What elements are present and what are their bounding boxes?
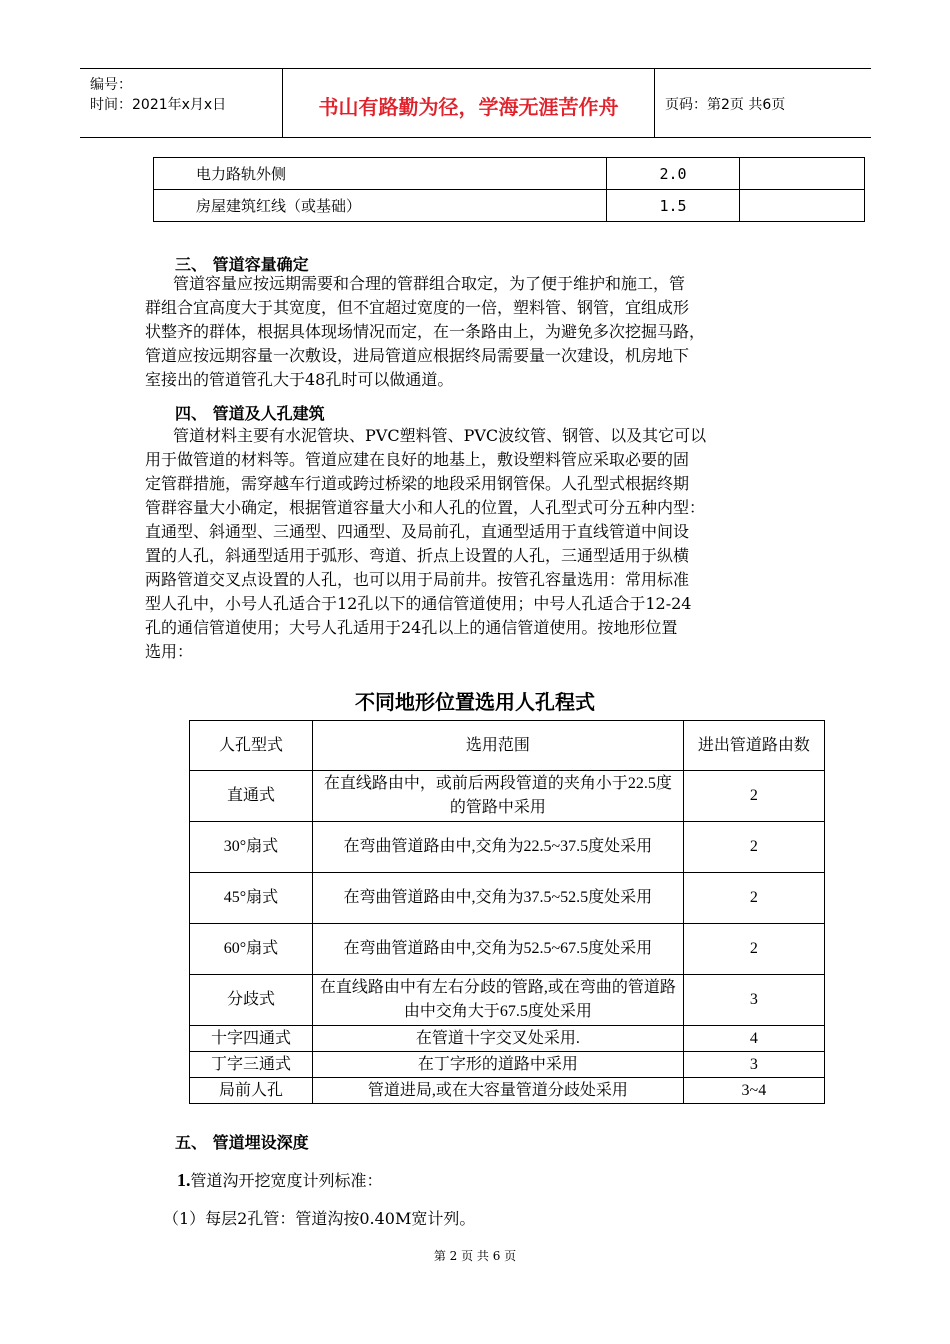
paragraph-line: 型人孔中，小号人孔适合于12孔以下的通信管道使用；中号人孔适合于12-24 — [145, 594, 692, 613]
table-cell: 在弯曲管道路由中,交角为22.5~37.5度处采用 — [312, 822, 683, 873]
table-row — [190, 771, 825, 822]
table-row — [190, 822, 825, 873]
paragraph-line: 直通型、斜通型、三通型、四通型、及局前孔，直通型适用于直线管道中间设 — [145, 522, 690, 541]
table-cell: 3 — [683, 975, 824, 1026]
manhole-table — [189, 720, 825, 1104]
page-footer: 第 2 页 共 6 页 — [433, 1249, 517, 1263]
table-cell: 3~4 — [683, 1078, 824, 1104]
table-cell: 在直线路由中有左右分歧的管路,或在弯曲的管道路由中交角大于67.5度处采用 — [312, 975, 683, 1026]
table-cell: 十字四通式 — [190, 1026, 313, 1052]
header-page-info: 页码：第2页 共6页 — [665, 97, 786, 113]
table-cell: 4 — [683, 1026, 824, 1052]
paragraph-line: 用于做管道的材料等。管道应建在良好的地基上，敷设塑料管应采取必要的固 — [145, 450, 690, 469]
table-cell — [740, 190, 865, 222]
paragraph-line: 管群容量大小确定，根据管道容量大小和人孔的位置，人孔型式可分五种内型： — [145, 498, 706, 517]
table-cell: 2 — [683, 873, 824, 924]
table-cell: 2 — [683, 822, 824, 873]
section-heading: 三、 管道容量确定 — [175, 255, 309, 274]
paragraph-line: 两路管道交叉点设置的人孔，也可以用于局前井。按管孔容量选用：常用标准 — [145, 570, 690, 589]
paragraph-line: 群组合宜高度大于其宽度，但不宜超过宽度的一倍，塑料管、钢管，宜组成形 — [145, 298, 690, 317]
table-row — [190, 1052, 825, 1078]
table-row — [190, 924, 825, 975]
table-cell: 分歧式 — [190, 975, 313, 1026]
table-row — [154, 158, 865, 190]
paragraph-line: 定管群措施，需穿越车行道或跨过桥梁的地段采用钢管保。人孔型式根据终期 — [145, 474, 690, 493]
table-cell: 丁字三通式 — [190, 1052, 313, 1078]
table-row — [190, 873, 825, 924]
list-item-text: 管道沟开挖宽度计列标准： — [190, 1171, 383, 1190]
header-time-label: 时间：2021年x月x日 — [90, 97, 227, 113]
table-cell: 2.0 — [607, 158, 740, 190]
paragraph-line: 管道材料主要有水泥管块、PVC塑料管、PVC波纹管、钢管、以及其它可以 — [173, 426, 707, 445]
table-title: 不同地形位置选用人孔程式 — [355, 690, 595, 714]
section-body — [145, 272, 820, 392]
table-cell: 2 — [683, 771, 824, 822]
table-cell: 1.5 — [607, 190, 740, 222]
header-meta — [90, 75, 226, 115]
header-motto: 书山有路勤为径，学海无涯苦作舟 — [318, 95, 619, 119]
table-row — [190, 1026, 825, 1052]
table-cell: 2 — [683, 924, 824, 975]
table-cell: 在直线路由中，或前后两段管道的夹角小于22.5度的管路中采用 — [312, 771, 683, 822]
table-cell — [740, 158, 865, 190]
header-divider — [654, 69, 655, 137]
section-heading: 四、 管道及人孔建筑 — [175, 404, 325, 423]
table-cell: 在弯曲管道路由中,交角为37.5~52.5度处采用 — [312, 873, 683, 924]
table-cell: 房屋建筑红线（或基础） — [154, 190, 607, 222]
list-item: （1）每层2孔管：管道沟按0.40M宽计列。 — [163, 1209, 476, 1228]
table-header-cell: 进出管道路由数 — [683, 721, 824, 771]
table-cell: 局前人孔 — [190, 1078, 313, 1104]
table-cell: 30°扇式 — [190, 822, 313, 873]
section-body — [145, 424, 820, 664]
table-row — [190, 975, 825, 1026]
table-cell: 直通式 — [190, 771, 313, 822]
paragraph-line: 选用： — [145, 642, 194, 661]
paragraph-line: 孔的通信管道使用；大号人孔适用于24孔以上的通信管道使用。按地形位置 — [145, 618, 678, 637]
table-header-row — [190, 721, 825, 771]
paragraph-line: 室接出的管道管孔大于48孔时可以做通道。 — [145, 370, 454, 389]
page-header — [80, 68, 871, 138]
table-header-cell: 选用范围 — [312, 721, 683, 771]
paragraph-line: 管道应按远期容量一次敷设，进局管道应根据终局需要量一次建设，机房地下 — [145, 346, 690, 365]
table-cell: 60°扇式 — [190, 924, 313, 975]
table-row — [154, 190, 865, 222]
list-item — [177, 1168, 383, 1191]
table-cell: 在管道十字交叉处采用. — [312, 1026, 683, 1052]
table-header-cell: 人孔型式 — [190, 721, 313, 771]
list-item-number: 1. — [177, 1170, 191, 1190]
paragraph-line: 状整齐的群体，根据具体现场情况而定，在一条路由上，为避免多次挖掘马路， — [145, 322, 706, 341]
table-cell: 电力路轨外侧 — [154, 158, 607, 190]
section-heading: 五、 管道埋设深度 — [175, 1133, 309, 1152]
table-cell: 45°扇式 — [190, 873, 313, 924]
table-cell: 在弯曲管道路由中,交角为52.5~67.5度处采用 — [312, 924, 683, 975]
paragraph-line: 管道容量应按远期需要和合理的管群组合取定，为了便于维护和施工，管 — [173, 274, 686, 293]
header-number-label: 编号： — [90, 77, 132, 93]
clearance-table — [153, 157, 865, 222]
table-cell: 在丁字形的道路中采用 — [312, 1052, 683, 1078]
table-cell: 管道进局,或在大容量管道分歧处采用 — [312, 1078, 683, 1104]
table-cell: 3 — [683, 1052, 824, 1078]
paragraph-line: 置的人孔，斜通型适用于弧形、弯道、折点上设置的人孔，三通型适用于纵横 — [145, 546, 690, 565]
table-row — [190, 1078, 825, 1104]
